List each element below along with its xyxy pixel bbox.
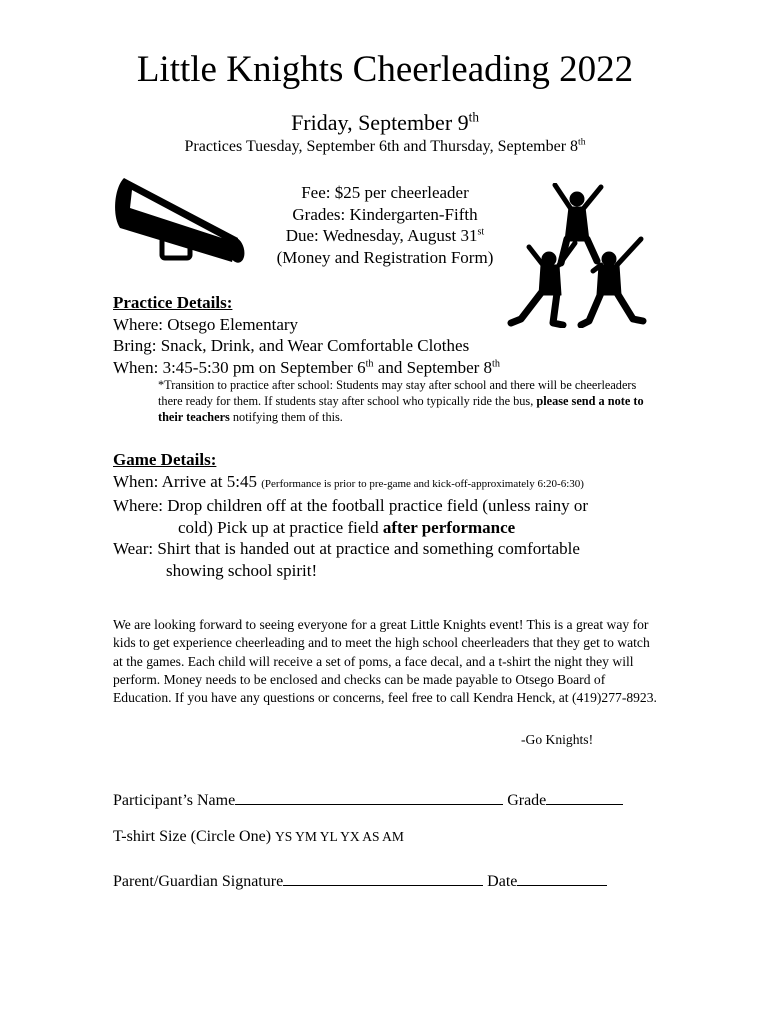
- game-when: When: Arrive at 5:45 (Performance is prior to pre-game and kick-off-approximately 6:20-6:30): [113, 471, 584, 491]
- parent-signature-field[interactable]: [283, 871, 483, 886]
- tshirt-size-options[interactable]: YS YM YL YX AS AM: [275, 829, 404, 844]
- practice-details: [113, 292, 500, 378]
- parent-signature-row: Parent/Guardian Signature Date: [113, 871, 607, 891]
- practice-dates: Practices Tuesday, September 6th and Thursday, September 8th: [184, 136, 586, 155]
- forms-line: (Money and Registration Form): [276, 247, 494, 267]
- participant-name-field[interactable]: [235, 790, 503, 805]
- game-wear-cont: showing school spirit!: [166, 560, 318, 580]
- game-heading: Game Details:: [113, 450, 217, 469]
- practice-where: Where: Otsego Elementary: [113, 314, 299, 334]
- practice-bring: Bring: Snack, Drink, and Wear Comfortable Clothes: [113, 336, 470, 355]
- due-line: Due: Wednesday, August 31st: [285, 226, 485, 245]
- game-where-cont: cold) Pick up at practice field after performance: [178, 517, 516, 537]
- signoff: -Go Knights!: [521, 732, 594, 747]
- game-wear: Wear: Shirt that is handed out at practice and something comfortable: [113, 539, 580, 558]
- page-title: Little Knights Cheerleading 2022: [136, 49, 634, 90]
- practice-when: When: 3:45-5:30 pm on September 6th and September 8th: [113, 357, 500, 377]
- participant-name-row: Participant’s Name Grade: [113, 790, 623, 810]
- event-date: Friday, September 9th: [291, 109, 479, 135]
- grades-line: Grades: Kindergarten-Fifth: [292, 204, 478, 224]
- fee-info: [235, 182, 535, 268]
- tshirt-row: T-shirt Size (Circle One) YS YM YL YX AS AM: [113, 828, 404, 845]
- fee-line: Fee: $25 per cheerleader: [301, 183, 469, 202]
- transition-note: *Transition to practice after school: Students may stay after school and there will be cheerleaders there ready for them. If students stay after school who typically ride the bus, please send a note to their teachers notifying them of this.: [158, 378, 644, 424]
- message-paragraph: We are looking forward to seeing everyone for a great Little Knights event! This is a great way for kids to get experience cheerleading and to meet the high school cheerleaders that they get to watch at the games. Each child will receive a set of poms, a face decal, and a t-shirt the night they will perform. Money needs to be enclosed and checks can be made payable to Otsego Board of Education. If you have any questions or concerns, feel free to call Kendra Henck, at (419)277-8923.: [113, 617, 657, 706]
- game-where: Where: Drop children off at the football practice field (unless rainy or: [113, 496, 589, 515]
- megaphone-icon: [110, 168, 255, 268]
- practice-heading: Practice Details:: [113, 293, 233, 312]
- date-field[interactable]: [517, 871, 607, 886]
- grade-field[interactable]: [546, 790, 623, 805]
- game-details: [113, 449, 588, 581]
